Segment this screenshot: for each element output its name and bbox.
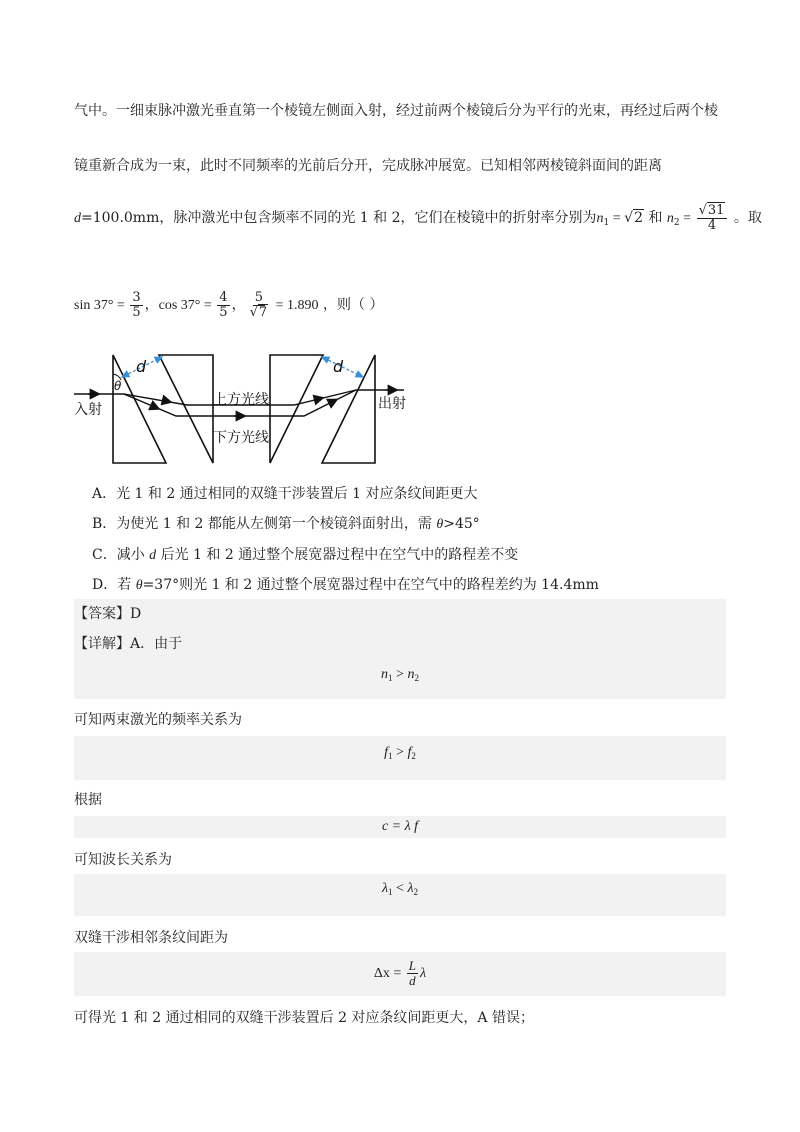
label-incident: 入射 — [74, 402, 102, 418]
label-upper-ray: 上方光线 — [213, 392, 269, 408]
n1-symbol: n — [596, 211, 604, 226]
cos37-label: cos 37° = — [158, 298, 216, 313]
label-exit: 出射 — [378, 396, 406, 412]
option-c — [92, 545, 518, 566]
sin37-num: 3 — [132, 289, 141, 305]
take-word: 。取 — [729, 210, 762, 226]
label-d-left: d — [136, 357, 147, 376]
equation-f1-gt-f2: $f_1 > f_2$ — [384, 745, 416, 761]
problem-line-2: 镜重新合成为一束，此时不同频率的光前后分开，完成脉冲展宽。已知相邻两棱镜斜面间的距离 — [74, 158, 662, 174]
option-d — [92, 575, 599, 596]
option-b — [92, 514, 480, 535]
problem-line-3 — [74, 203, 762, 238]
sqrt-31-radicand: 31 — [707, 202, 725, 218]
d-variable: d — [74, 211, 81, 226]
ratio-den-radicand: 7 — [258, 304, 268, 320]
option-b-text: B．为使光 1 和 2 都能从左侧第一个棱镜斜面射出，需 — [92, 516, 437, 532]
and-word: 和 — [644, 210, 667, 226]
option-c-tail: 后光 1 和 2 通过整个展宽器过程中在空气中的路程差不变 — [156, 547, 519, 563]
sin37-den: 5 — [132, 304, 141, 320]
detail-label: 【详解】A．由于 — [74, 636, 183, 652]
prism-3 — [270, 355, 323, 463]
option-d-tail: =37°则光 1 和 2 通过整个展宽器过程中在空气中的路程差约为 14.4mm — [142, 577, 599, 593]
separator-2: ， — [231, 297, 246, 313]
fraction-sqrt31-over-4: $\frac{√31}{4}$ — [697, 204, 728, 233]
equals-sign: = — [609, 211, 625, 226]
answer-label: 【答案】D — [74, 606, 142, 622]
option-a: A．光 1 和 2 通过相同的双缝干涉装置后 1 对应条纹间距更大 — [92, 486, 478, 502]
prism-figure — [74, 350, 424, 475]
ratio-fraction — [248, 291, 271, 320]
sqrt-2-radicand: 2 — [634, 210, 644, 226]
sqrt-2: √2 — [624, 210, 644, 226]
prism-2 — [159, 355, 213, 463]
label-theta: θ — [114, 379, 122, 393]
option-d-theta: θ — [135, 578, 143, 593]
label-lower-ray: 下方光线 — [213, 430, 269, 446]
ratio-den: √7 — [249, 304, 268, 320]
equation-n1-gt-n2: $n_1 > n_2$ — [381, 667, 419, 683]
option-c-text: C．减小 — [92, 547, 150, 563]
equation-delta-x: Δx = $\frac{L}{d}$ λ — [373, 958, 427, 989]
text-wavelength: 可知波长关系为 — [74, 852, 172, 868]
label-d-right: d — [333, 357, 344, 376]
fraction-denominator-4: 4 — [707, 217, 717, 233]
ratio-value: = 1.890 — [272, 298, 319, 313]
text-frequency: 可知两束激光的频率关系为 — [74, 712, 242, 728]
option-c-d: d — [149, 548, 157, 563]
prism-4 — [322, 355, 375, 463]
sin37-label: sin 37° = — [74, 298, 129, 313]
problem-line-4 — [74, 288, 383, 323]
n2-symbol: n — [666, 211, 674, 226]
text-fringe-spacing: 双缝干涉相邻条纹间距为 — [74, 930, 228, 946]
then-bracket: ，则（ ） — [318, 297, 384, 313]
ratio-num: 5 — [254, 289, 263, 305]
equation-c-lambda-f: c = λ f — [381, 819, 419, 834]
cos37-fraction — [217, 291, 229, 320]
equals-sign-2: = — [679, 211, 695, 226]
sin37-fraction — [130, 291, 142, 320]
option-b-theta: θ — [436, 517, 444, 532]
problem-line-1: 气中。一细束脉冲激光垂直第一个棱镜左侧面入射，经过前两个棱镜后分为平行的光束，再经过后两个棱 — [74, 103, 718, 119]
text-conclusion-a: 可得光 1 和 2 通过相同的双缝干涉装置后 2 对应条纹间距更大，A 错误； — [74, 1010, 534, 1026]
cos37-num: 4 — [219, 289, 228, 305]
equation-lambda1-lt-lambda2: $\lambda_1 < \lambda_2$ — [381, 881, 419, 897]
problem-line-3-text: =100.0mm，脉冲激光中包含频率不同的光 1 和 2，它们在棱镜中的折射率分别为 — [81, 210, 597, 226]
text-according: 根据 — [74, 792, 102, 808]
option-d-text: D．若 — [92, 577, 136, 593]
cos37-den: 5 — [219, 304, 228, 320]
n2-subscript: 2 — [673, 218, 680, 228]
n1-subscript: 1 — [603, 218, 610, 228]
option-b-tail: >45° — [443, 516, 480, 532]
separator-1: ， — [144, 297, 159, 313]
